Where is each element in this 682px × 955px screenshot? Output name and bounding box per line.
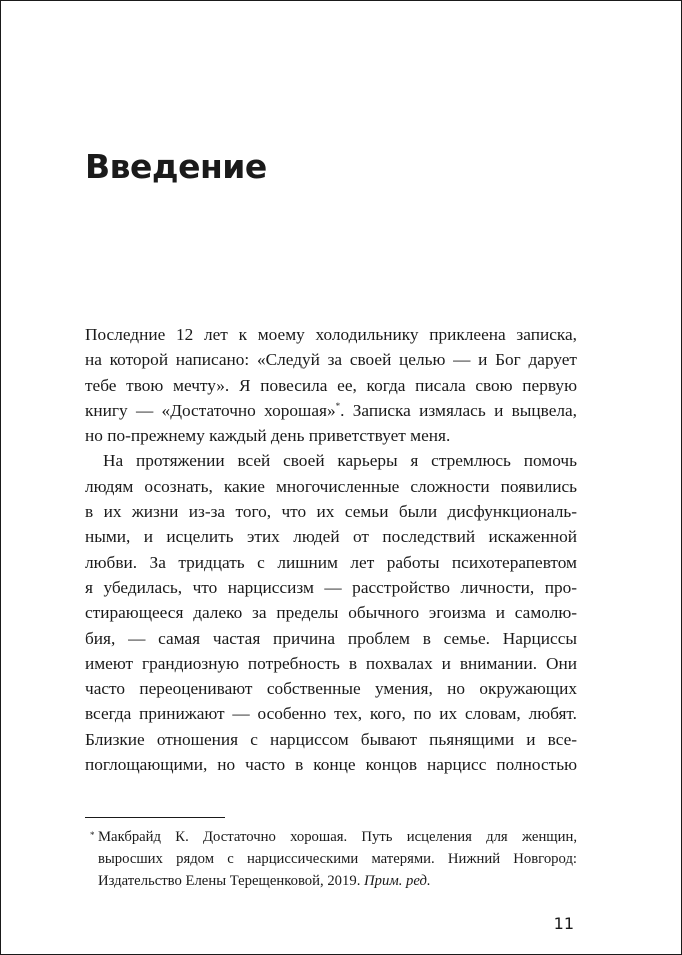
text-line: любви. За тридцать с лишним лет работы психотерапевтом — [85, 552, 577, 572]
editor-note: Прим. ред. — [364, 873, 431, 889]
footnote-divider — [85, 817, 225, 818]
text-line: в их жизни из-за того, что их семьи были дисфункциональ- — [85, 502, 577, 522]
text-line: часто переоценивают собственные умения, но окружающих — [85, 679, 577, 699]
text-line: поглощающими, но часто в конце концов нарцисс полностью — [85, 755, 577, 775]
text-line: бия, — самая частая причина проблем в семье. Нарциссы — [85, 628, 577, 648]
footnote-marker: * — [90, 830, 95, 840]
text-line: я убедилась, что нарциссизм — расстройство личности, про- — [85, 577, 577, 597]
paragraph-2 — [85, 448, 577, 777]
text-line: на которой написано: «Следуй за своей целью — и Бог дарует — [85, 350, 577, 370]
body-text — [85, 322, 577, 777]
text-line: ными, и исцелить этих людей от последствий искаженной — [85, 527, 577, 547]
text-line: стирающееся далеко за пределы обычного эгоизма и самолю- — [85, 603, 577, 623]
text-line: имеют грандиозную потребность в похвалах и внимании. Они — [85, 653, 577, 673]
footnote — [90, 826, 577, 892]
text-line: людям осознать, какие многочисленные сложности появились — [85, 476, 577, 496]
paragraph-1 — [85, 322, 577, 448]
text-line: Близкие отношения с нарциссом бывают пьянящими и все- — [85, 729, 577, 749]
text-segment: книгу — «Достаточно хорошая» — [85, 400, 336, 420]
text-line — [85, 398, 577, 423]
footnote-line: выросших рядом с нарциссическими матерями. Нижний Новгород: — [98, 851, 577, 867]
text-line: всегда принижают — особенно тех, кого, по их словам, любят. — [85, 704, 577, 724]
chapter-heading: Введение — [85, 147, 267, 186]
footnote-line — [98, 870, 577, 892]
text-segment: . Записка измялась и выцвела, — [340, 400, 578, 420]
text-line: тебе твою мечту». Я повесила ее, когда писала свою первую — [85, 375, 577, 395]
text-line: но по-прежнему каждый день приветствует меня. — [85, 426, 451, 446]
footnote-text: Издательство Елены Терещенковой, 2019. — [98, 873, 365, 889]
footnote-line: Макбрайд К. Достаточно хорошая. Путь исцеления для женщин, — [98, 829, 577, 845]
page-number: 11 — [553, 914, 574, 933]
text-line: Последние 12 лет к моему холодильнику приклеена записка, — [85, 325, 577, 344]
footnote-marker[interactable]: * — [335, 400, 341, 411]
text-line: На протяжении всей своей карьеры я стремлюсь помочь — [103, 451, 577, 471]
